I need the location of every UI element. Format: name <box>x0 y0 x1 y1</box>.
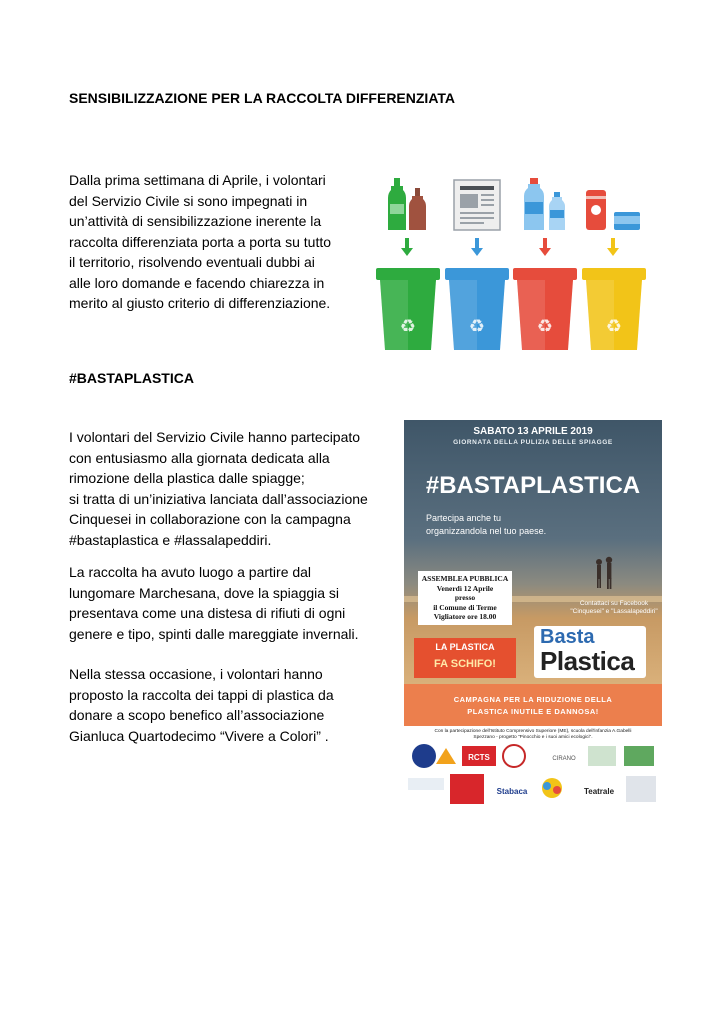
sponsor-logo <box>626 776 656 802</box>
text-line: si tratta di un’iniziativa lanciata dall’associazione <box>69 490 368 507</box>
plastica-word: Plastica <box>540 646 635 676</box>
text-line: #bastaplastica e #lassalapeddiri. <box>69 531 272 548</box>
bastaplastica-poster <box>404 420 662 813</box>
paragraph-tappi <box>69 664 380 746</box>
assembly-line: Venerdì 12 Aprile <box>436 583 494 593</box>
basta-plastica-logo <box>534 626 646 678</box>
sponsor-logo-text: CIRANO <box>552 756 576 762</box>
text-line: Gianluca Quartodecimo “Vivere a Colori” . <box>69 727 329 744</box>
assembly-line: il Comune di Terme <box>433 602 497 612</box>
recycling-bin <box>445 268 509 350</box>
people-silhouette-icon <box>596 557 612 589</box>
text-line: I volontari del Servizio Civile hanno partecipato <box>69 429 361 445</box>
plastica-fa-schifo-badge <box>414 638 516 678</box>
assembly-line: presso <box>454 593 476 602</box>
sponsor-logo <box>588 746 616 766</box>
text-line: Dalla prima settimana di Aprile, i volontari <box>69 172 326 188</box>
text-line: raccolta differenziata porta a porta su tutto <box>69 233 332 250</box>
recycling-bin <box>376 268 440 350</box>
svg-text:♻: ♻ <box>468 316 486 336</box>
sponsor-logo <box>408 778 444 790</box>
text-line: presentava come una distesa di rifiuti di ogni <box>69 605 346 621</box>
svg-text:♻: ♻ <box>399 316 417 336</box>
text-line: Cinquesei in collaborazione con la campagna <box>69 511 351 527</box>
recycling-bin <box>513 268 577 350</box>
poster-participation-note <box>404 729 662 741</box>
paragraph-raccolta <box>69 170 380 314</box>
schifo-line: FA SCHIFO! <box>434 658 496 670</box>
assembly-line: ASSEMBLEA PUBBLICA <box>421 574 509 583</box>
text-line: con entusiasmo alla giornata dedicata alla <box>69 449 330 466</box>
basta-word: Basta <box>540 626 595 648</box>
poster-cta-line: organizzandola nel tuo paese. <box>426 526 547 536</box>
sponsor-logo <box>553 786 561 794</box>
text-line: del Servizio Civile si sono impegnati in <box>69 192 308 209</box>
sponsor-logo-text: RCTS <box>468 753 490 762</box>
arrow-down-icons <box>401 238 619 256</box>
poster-contact <box>568 600 660 616</box>
sponsor-logo <box>543 782 551 790</box>
text-line: rimozione della plastica dalle spiagge; <box>69 470 305 486</box>
plastic-bottles-icon <box>524 178 565 230</box>
paragraph-raccolta-spiaggia <box>69 562 380 644</box>
recycling-bins-illustration <box>374 172 652 352</box>
poster-campaign-band <box>404 684 662 726</box>
svg-text:♻: ♻ <box>536 316 554 336</box>
paragraph-partecipazione <box>69 427 380 550</box>
poster-hashtag: #BASTAPLASTICA <box>425 472 641 499</box>
text-line: alle loro domande e facendo chiarezza in <box>69 274 325 291</box>
text-line: un’attività di sensibilizzazione inerente la <box>69 213 322 229</box>
sponsor-logo <box>503 745 525 767</box>
poster-beach-background <box>404 420 662 684</box>
cans-icon <box>586 190 640 230</box>
section-title-raccolta: SENSIBILIZZAZIONE PER LA RACCOLTA DIFFERENZIATA <box>69 90 456 106</box>
sponsor-logos <box>404 742 662 812</box>
contact-line: "Cinquesei" e "Lassalapeddiri" <box>570 608 658 615</box>
glass-bottles-icon <box>388 178 426 230</box>
text-line: lungomare Marchesana, dove la spiaggia si <box>69 584 340 601</box>
poster-cta-line: Partecipa anche tu <box>426 513 502 523</box>
text-line: merito al giusto criterio di differenziazione. <box>69 295 331 311</box>
section-title-bastaplastica: #BASTAPLASTICA <box>69 370 194 386</box>
sponsor-logo <box>450 774 484 804</box>
band-line: PLASTICA INUTILE E DANNOSA! <box>467 707 599 716</box>
text-line: La raccolta ha avuto luogo a partire dal <box>69 564 312 580</box>
svg-text:♻: ♻ <box>605 316 623 336</box>
participation-line: Con la partecipazione dell'Istituto Comprensivo Superiore (ME), scuola dell'infanzia A.Gabelli <box>434 729 632 734</box>
participation-line: Spezzano - progetto "Pinocchio e i suoi amici ecologici". <box>473 735 593 740</box>
assembly-line: Vigliatore ore 18.00 <box>433 612 497 621</box>
band-line: CAMPAGNA PER LA RIDUZIONE DELLA <box>453 695 613 704</box>
text-line: genere e tipo, spinti dalle mareggiate invernali. <box>69 625 359 642</box>
schifo-line: LA PLASTICA <box>435 642 495 652</box>
sponsor-logo-text: Stabaca <box>496 787 528 796</box>
contact-line: Contattaci su Facebook <box>579 600 649 607</box>
sponsor-logo-text: Teatrale <box>583 787 615 796</box>
poster-subtitle: GIORNATA DELLA PULIZIA DELLE SPIAGGE <box>453 439 613 446</box>
text-line: il territorio, risolvendo eventuali dubbi ai <box>69 254 315 270</box>
sponsor-logo <box>412 744 436 768</box>
poster-assembly-box <box>418 571 512 625</box>
sponsor-logo <box>436 748 456 764</box>
text-line: Nella stessa occasione, i volontari hanno <box>69 666 323 682</box>
recycling-bin <box>582 268 646 350</box>
text-line: donare a scopo benefico all’associazione <box>69 707 325 723</box>
text-line: proposto la raccolta dei tappi di plastica da <box>69 686 334 703</box>
sponsor-logo <box>624 746 654 766</box>
poster-date: SABATO 13 APRILE 2019 <box>473 426 593 437</box>
paper-icon <box>454 180 500 230</box>
